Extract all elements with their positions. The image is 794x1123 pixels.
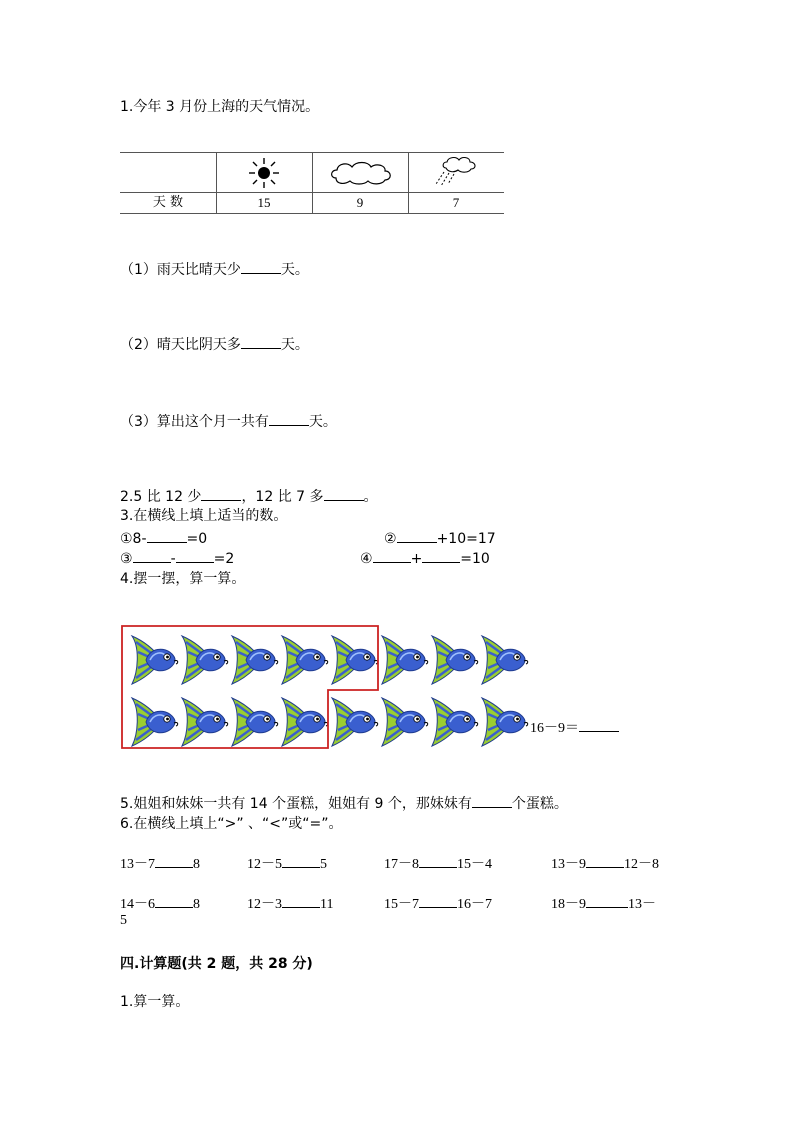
q6-title: 6.在横线上填上“>” 、“<”或“=”。	[120, 816, 343, 832]
q1-sub3: （3）算出这个月一共有 天。	[120, 410, 337, 431]
q1-sub1: （1）雨天比晴天少 天。	[120, 258, 309, 279]
fish-icon	[182, 698, 228, 746]
answer-blank[interactable]	[133, 547, 171, 563]
answer-blank[interactable]	[269, 410, 309, 426]
compare-item: 14－6 8	[120, 892, 200, 913]
fish-icon	[132, 698, 178, 746]
answer-blank[interactable]	[373, 547, 411, 563]
cloudy-days: 9	[356, 195, 364, 210]
answer-blank[interactable]	[147, 527, 187, 543]
q4-equation: 16－9＝	[530, 716, 619, 737]
compare-item: 13－9 12－8	[551, 852, 659, 873]
answer-blank[interactable]	[155, 852, 193, 868]
compare-item: 13－7 8	[120, 852, 200, 873]
answer-blank[interactable]	[282, 852, 320, 868]
calc-q1-title: 1.算一算。	[120, 994, 190, 1010]
answer-blank[interactable]	[176, 547, 214, 563]
answer-blank[interactable]	[397, 527, 437, 543]
q3-title: 3.在横线上填上适当的数。	[120, 508, 288, 524]
q2-line: 2.5 比 12 少 ，12 比 7 多 。	[120, 485, 378, 506]
answer-blank[interactable]	[586, 892, 628, 908]
weather-table	[120, 152, 504, 214]
fish-icon	[232, 636, 278, 684]
answer-blank[interactable]	[324, 485, 364, 501]
answer-blank[interactable]	[422, 547, 460, 563]
compare-item: 18－9 13－	[551, 892, 656, 913]
rain-icon	[424, 154, 484, 190]
cloud-icon	[328, 158, 394, 188]
answer-blank[interactable]	[419, 892, 457, 908]
q1-sub2: （2）晴天比阴天多 天。	[120, 333, 309, 354]
fish-icon	[132, 636, 178, 684]
compare-wrap: 5	[120, 913, 127, 928]
fish-icon	[332, 636, 378, 684]
answer-blank[interactable]	[201, 485, 241, 501]
fish-icon	[432, 636, 478, 684]
q3-item-d: ④ + =10	[360, 547, 490, 567]
fish-group	[120, 620, 530, 750]
q4-title: 4.摆一摆，算一算。	[120, 571, 246, 587]
answer-blank[interactable]	[282, 892, 320, 908]
sunny-days: 15	[257, 195, 271, 210]
answer-blank[interactable]	[472, 792, 512, 808]
fish-icon	[482, 698, 528, 746]
q3-item-a: ①8- =0	[120, 527, 207, 547]
answer-blank[interactable]	[419, 852, 457, 868]
answer-blank[interactable]	[579, 716, 619, 732]
compare-item: 12－3 11	[247, 892, 333, 913]
fish-icon	[232, 698, 278, 746]
fish-icon	[282, 636, 328, 684]
compare-item: 15－7 16－7	[384, 892, 492, 913]
q1-title: 1.今年 3 月份上海的天气情况。	[120, 99, 320, 115]
sun-icon	[246, 156, 282, 190]
q3-item-b: ② +10=17	[384, 527, 496, 547]
fish-icon	[382, 698, 428, 746]
answer-blank[interactable]	[586, 852, 624, 868]
answer-blank[interactable]	[155, 892, 193, 908]
fish-icon	[432, 698, 478, 746]
table-row-label: 天 数	[152, 195, 184, 210]
fish-icon	[182, 636, 228, 684]
compare-item: 12－5 5	[247, 852, 327, 873]
rainy-days: 7	[452, 195, 460, 210]
answer-blank[interactable]	[241, 258, 281, 274]
compare-item: 17－8 15－4	[384, 852, 492, 873]
section-title: 四.计算题(共 2 题，共 28 分)	[120, 956, 313, 972]
fish-icon	[282, 698, 328, 746]
fish-picture	[120, 620, 530, 750]
q3-item-c: ③ - =2	[120, 547, 234, 567]
q5-line: 5.姐姐和妹妹一共有 14 个蛋糕，姐姐有 9 个，那妹妹有 个蛋糕。	[120, 792, 568, 813]
fish-icon	[482, 636, 528, 684]
fish-icon	[382, 636, 428, 684]
fish-icon	[332, 698, 378, 746]
answer-blank[interactable]	[241, 333, 281, 349]
